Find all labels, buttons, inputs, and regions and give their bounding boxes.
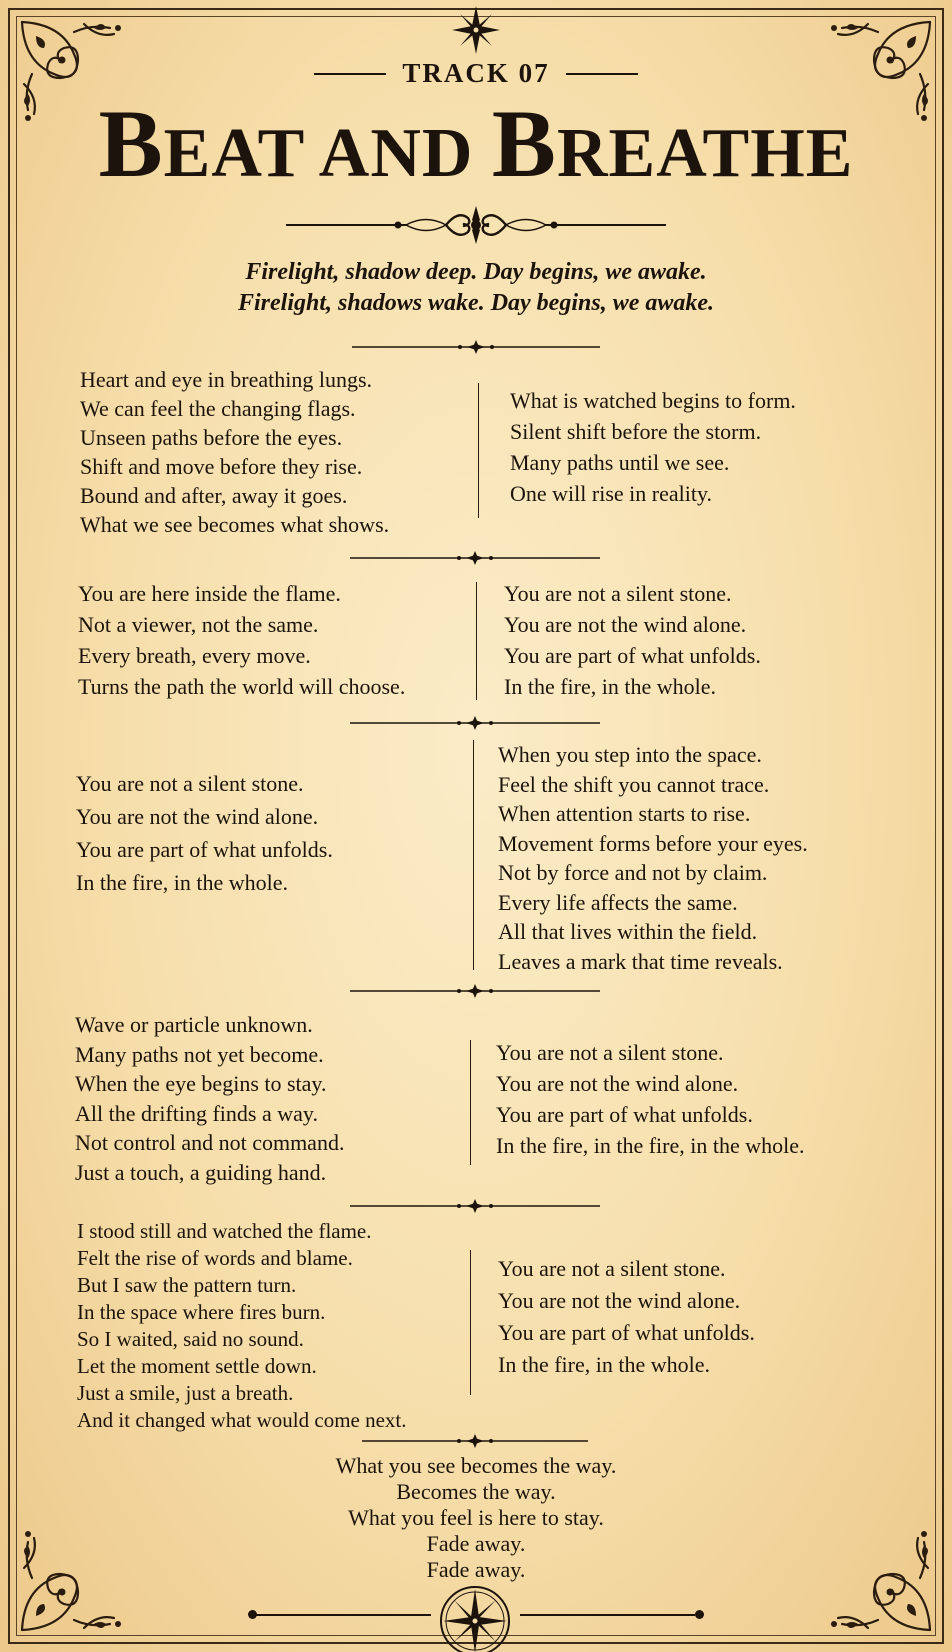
intro-verse [0, 257, 952, 319]
lyric-line: Every breath, every move. [78, 643, 311, 668]
divider-star-icon [362, 1433, 588, 1449]
divider-star-icon [350, 550, 600, 566]
lyric-line: You are not the wind alone. [504, 612, 747, 637]
lyric-line: But I saw the pattern turn. [77, 1273, 297, 1297]
lyric-line: We can feel the changing flags. [80, 396, 356, 421]
outro-line: Fade away. [426, 1531, 526, 1556]
lyric-line: Many paths not yet become. [75, 1041, 324, 1067]
section-divider [350, 715, 600, 731]
outro-line: Becomes the way. [396, 1479, 556, 1504]
divider-star-icon [352, 339, 600, 355]
lyric-line: And it changed what would come next. [77, 1408, 407, 1432]
divider-star-icon [350, 715, 600, 731]
lyric-line: In the fire, in the whole. [498, 1352, 710, 1377]
track-label-row [0, 58, 952, 89]
lyric-line: I stood still and watched the flame. [77, 1219, 372, 1243]
lyric-line: You are not a silent stone. [496, 1040, 724, 1065]
column-divider [473, 740, 474, 970]
column-divider [476, 582, 477, 700]
lyric-line: Leaves a mark that time reveals. [498, 948, 783, 974]
divider-star-icon [350, 983, 600, 999]
title-word: BEAT [98, 90, 305, 197]
lyric-line: Let the moment settle down. [77, 1354, 317, 1378]
verse-right [498, 1253, 755, 1381]
section-divider [350, 550, 600, 566]
lyric-line: You are here inside the flame. [78, 581, 341, 606]
lyric-line: You are part of what unfolds. [76, 837, 333, 862]
verse-left [80, 365, 389, 539]
lyric-line: When attention starts to rise. [498, 801, 751, 826]
outro-line: What you see becomes the way. [335, 1453, 617, 1478]
track-label: TRACK 07 [402, 58, 550, 88]
lyric-line: Many paths until we see. [510, 450, 730, 475]
lyric-line: Turns the path the world will choose. [78, 674, 406, 699]
lyric-line: You are not the wind alone. [496, 1071, 739, 1096]
lyric-line: You are not the wind alone. [76, 804, 319, 829]
lyric-line: You are not a silent stone. [76, 771, 304, 796]
lyric-line: Not by force and not by claim. [498, 860, 768, 885]
compass-rose-icon [437, 1583, 513, 1652]
outro-verse [0, 1453, 952, 1583]
lyric-line: Heart and eye in breathing lungs. [80, 367, 373, 392]
lyric-line: You are part of what unfolds. [496, 1102, 753, 1127]
lyric-line: You are not the wind alone. [498, 1288, 741, 1313]
section-divider [352, 339, 600, 355]
verse-right [498, 740, 808, 976]
lyric-line: You are part of what unfolds. [504, 643, 761, 668]
outro-line: Fade away. [426, 1557, 526, 1582]
lyric-line: You are part of what unfolds. [498, 1320, 755, 1345]
outro-line: What you feel is here to stay. [348, 1505, 604, 1530]
intro-line: Firelight, shadows wake. Day begins, we awake. [237, 290, 715, 316]
lyric-line: One will rise in reality. [510, 481, 713, 506]
lyric-line: All that lives within the field. [498, 919, 758, 944]
section-divider [362, 1433, 588, 1449]
lyric-line: In the space where fires burn. [77, 1300, 326, 1324]
lyric-line: You are not a silent stone. [504, 581, 732, 606]
lyric-line: In the fire, in the whole. [504, 674, 716, 699]
lyric-line: Not a viewer, not the same. [78, 612, 319, 637]
lyric-line: What is watched begins to form. [510, 388, 796, 413]
lyric-line: So I waited, said no sound. [77, 1327, 304, 1351]
verse-left [75, 1010, 344, 1187]
lyric-line: All the drifting finds a way. [75, 1100, 318, 1126]
lyric-line: Every life affects the same. [498, 889, 738, 915]
column-divider [478, 383, 479, 518]
divider-star-icon [350, 1198, 600, 1214]
title-word: BREATHE [491, 90, 854, 197]
lyric-line: Silent shift before the storm. [510, 419, 762, 444]
verse-right [504, 578, 761, 702]
lyric-line: In the fire, in the fire, in the whole. [496, 1133, 805, 1158]
verse-left [78, 578, 405, 702]
lyric-line: Just a smile, just a breath. [77, 1381, 294, 1405]
title-word: AND [318, 115, 474, 192]
column-divider [470, 1250, 471, 1395]
lyric-line: Feel the shift you cannot trace. [498, 771, 770, 797]
track-rule-right [566, 73, 638, 75]
lyric-line: When you step into the space. [498, 742, 762, 767]
lyric-line: Felt the rise of words and blame. [77, 1246, 353, 1270]
verse-left [77, 1218, 407, 1434]
section-divider [350, 1198, 600, 1214]
compass-star-icon [450, 4, 502, 56]
lyric-line: Movement forms before your eyes. [498, 830, 808, 856]
lyric-line: In the fire, in the whole. [76, 870, 288, 895]
lyric-line: When the eye begins to stay. [75, 1071, 327, 1096]
track-rule-left [314, 73, 386, 75]
lyric-line: Wave or particle unknown. [75, 1012, 313, 1037]
bottom-rule-left [256, 1614, 431, 1616]
verse-right [510, 385, 796, 509]
verse-left [76, 767, 333, 899]
lyric-line: Bound and after, away it goes. [80, 483, 348, 508]
lyric-line: Not control and not command. [75, 1130, 345, 1155]
column-divider [470, 1040, 471, 1165]
lyric-line: Just a touch, a guiding hand. [75, 1159, 327, 1185]
lyric-line: Shift and move before they rise. [80, 454, 363, 479]
lyric-line: Unseen paths before the eyes. [80, 425, 343, 450]
lyric-line: You are not a silent stone. [498, 1256, 726, 1281]
song-title [0, 90, 952, 197]
bottom-dot-right [695, 1610, 704, 1619]
bottom-rule-right [520, 1614, 695, 1616]
title-ornament-icon [286, 200, 666, 250]
section-divider [350, 983, 600, 999]
intro-line: Firelight, shadow deep. Day begins, we awake. [245, 259, 707, 285]
lyric-line: What we see becomes what shows. [80, 512, 390, 537]
verse-right [496, 1037, 805, 1161]
